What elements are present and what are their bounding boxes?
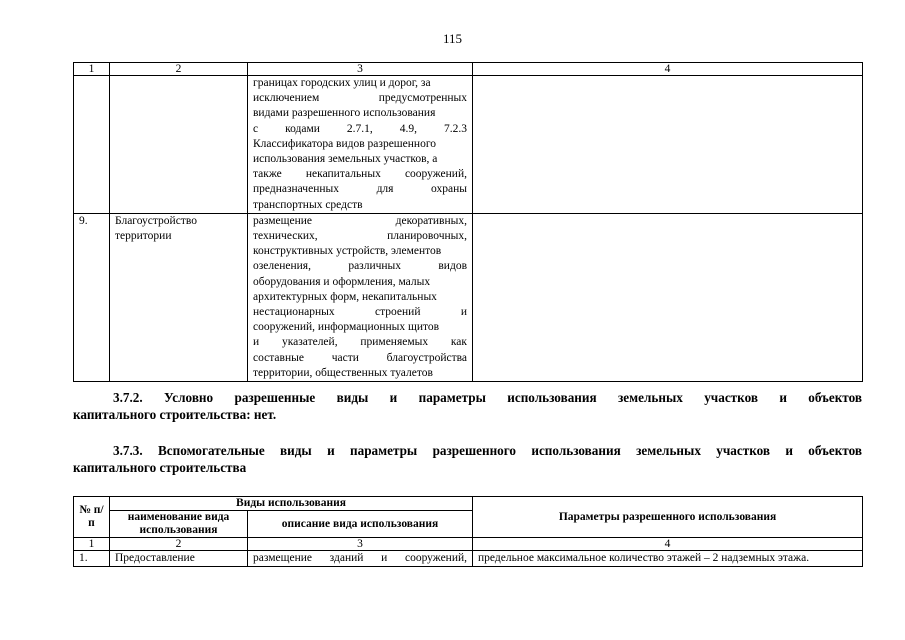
column-number-row xyxy=(74,63,863,76)
col-number: 2 xyxy=(110,538,248,551)
description-line: территории, общественных туалетов xyxy=(253,366,433,379)
description-line: технических, планировочных, xyxy=(253,230,467,243)
header-row xyxy=(74,497,863,511)
section-3-7-2-heading xyxy=(73,389,862,423)
name-line: Благоустройство xyxy=(115,214,197,227)
description-line: нестационарных строений и xyxy=(253,306,467,319)
use-parameters: предельное максимальное количество этажей – 2 надземных этажа. xyxy=(473,551,863,567)
row-number xyxy=(74,76,110,214)
description-line: составные части благоустройства xyxy=(253,351,467,364)
section-heading-line: 3.7.3. Вспомогательные виды и параметры разрешенного использования земельных участков и объектов xyxy=(113,443,862,458)
description-line: с кодами 2.7.1, 4.9, 7.2.3 xyxy=(253,122,467,135)
description-line: оборудования и оформления, малых xyxy=(253,275,431,288)
use-type-name: Предоставление xyxy=(110,551,248,567)
use-type-description xyxy=(248,76,473,214)
description-line: конструктивных устройств, элементов xyxy=(253,245,442,258)
description-line: видами разрешенного использования xyxy=(253,107,436,120)
table-row xyxy=(74,76,863,214)
col-number: 1 xyxy=(74,538,110,551)
col-number: 3 xyxy=(248,538,473,551)
use-type-description xyxy=(248,213,473,381)
use-types-header: Виды использования xyxy=(110,497,473,511)
description-line: также некапитальных сооружений, xyxy=(253,168,467,181)
row-number: 9. xyxy=(74,213,110,381)
description-line: предназначенных для охраны xyxy=(253,183,467,196)
table-row xyxy=(74,551,863,567)
use-type-name xyxy=(110,213,248,381)
description-line: Классификатора видов разрешенного xyxy=(253,137,436,150)
section-3-7-3-heading xyxy=(73,442,862,476)
description-line: и указателей, применяемых как xyxy=(253,336,467,349)
description-line: озеленения, различных видов xyxy=(253,260,467,273)
use-type-name xyxy=(110,76,248,214)
number-header: № п/п xyxy=(74,497,110,538)
description-line: сооружений, информационных щитов xyxy=(253,321,440,334)
parameters-header: Параметры разрешенного использования xyxy=(473,497,863,538)
use-type-description: размещение зданий и сооружений, xyxy=(248,551,473,567)
col-number: 4 xyxy=(473,63,863,76)
column-number-row xyxy=(74,538,863,551)
section-heading-line: 3.7.2. Условно разрешенные виды и параметры использования земельных участков и объектов xyxy=(113,390,862,405)
name-header: наименование вида использования xyxy=(110,511,248,538)
section-heading-line: капитального строительства: нет. xyxy=(73,407,277,422)
use-parameters xyxy=(473,213,863,381)
table-row xyxy=(74,213,863,381)
description-line: исключением предусмотренных xyxy=(253,92,467,105)
col-number: 2 xyxy=(110,63,248,76)
section-heading-line: капитального строительства xyxy=(73,460,247,475)
description-line: границах городских улиц и дорог, за xyxy=(253,77,431,89)
description-line: размещение декоративных, xyxy=(253,214,467,227)
description-line: использования земельных участков, а xyxy=(253,153,438,166)
name-line: территории xyxy=(115,230,172,243)
description-line: архитектурных форм, некапитальных xyxy=(253,290,437,303)
description-header: описание вида использования xyxy=(248,511,473,538)
use-parameters xyxy=(473,76,863,214)
description-line: транспортных средств xyxy=(253,198,363,211)
page-number: 115 xyxy=(442,31,463,46)
land-use-table-continued xyxy=(73,62,863,382)
col-number: 3 xyxy=(248,63,473,76)
col-number: 4 xyxy=(473,538,863,551)
auxiliary-use-table xyxy=(73,496,863,567)
col-number: 1 xyxy=(74,63,110,76)
row-number: 1. xyxy=(74,551,110,567)
